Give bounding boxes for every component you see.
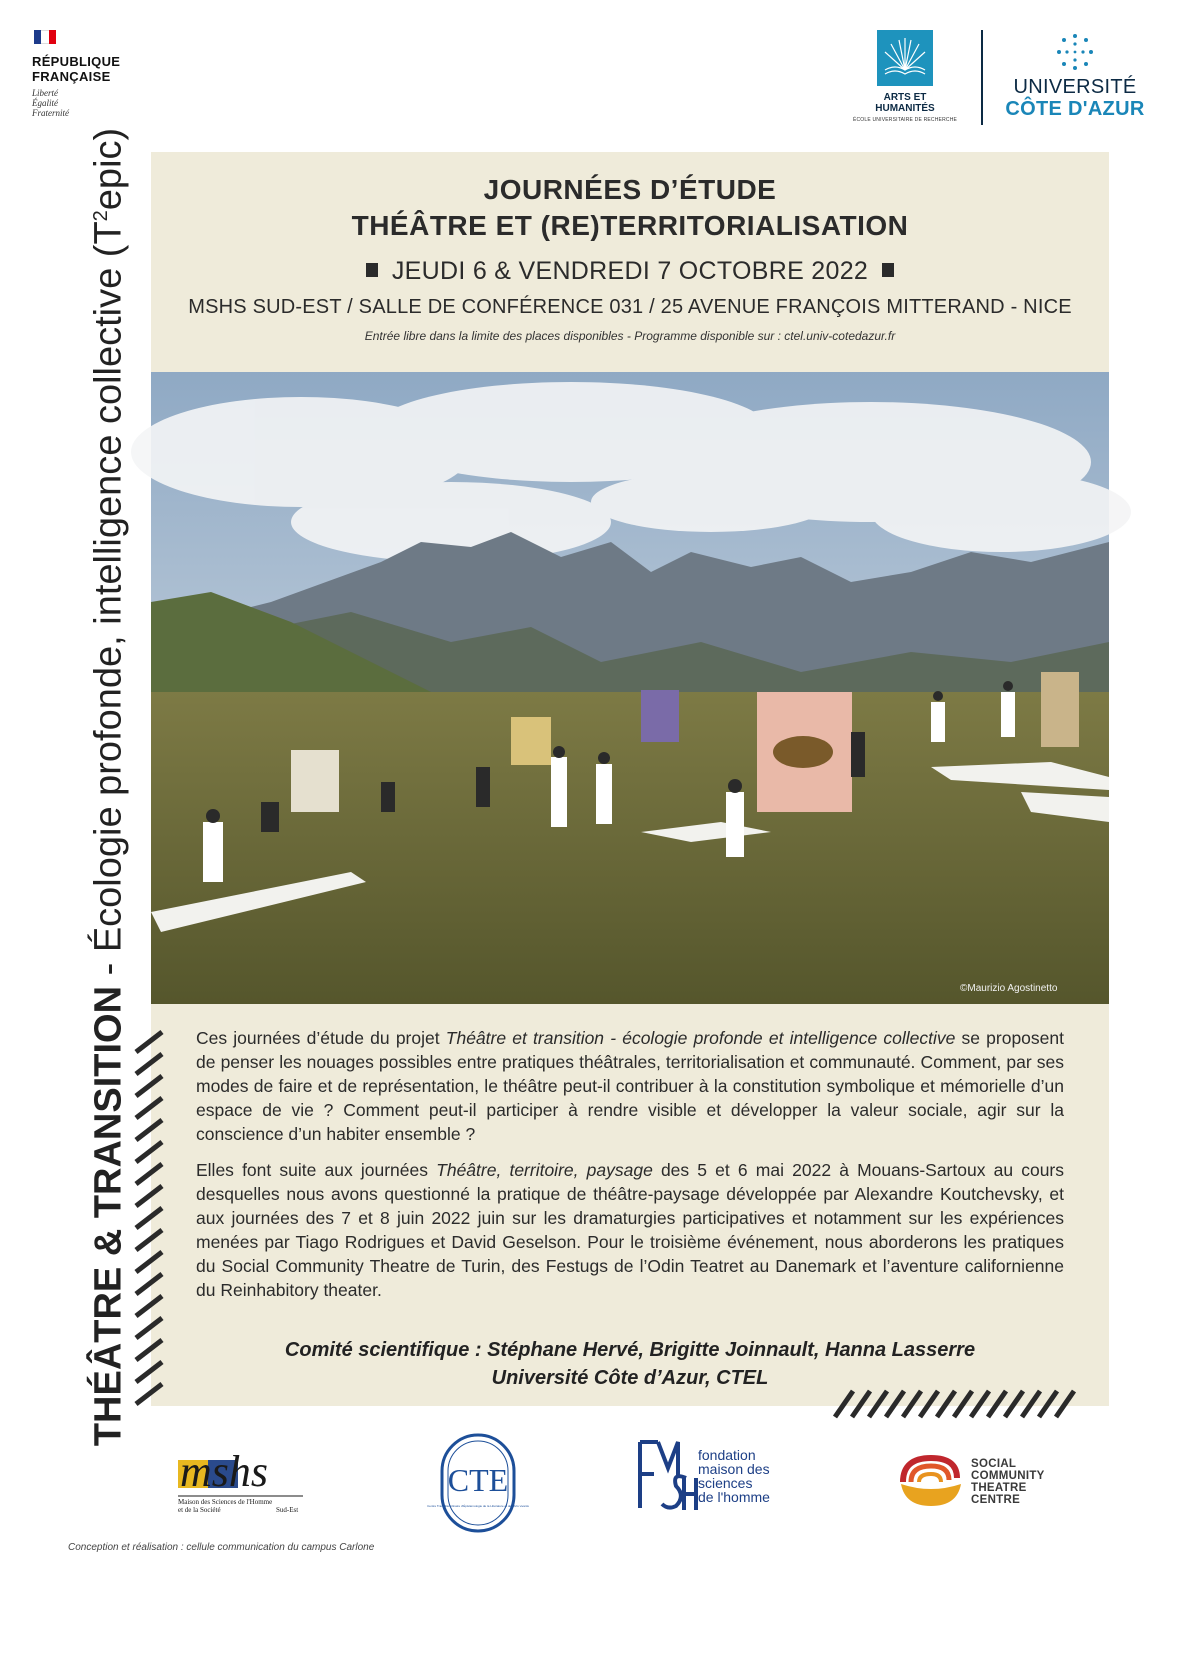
- committee-affiliation: Université Côte d’Azur, CTEL: [491, 1367, 769, 1389]
- sct-name: [971, 1458, 1045, 1506]
- description-paragraph-1: [196, 1026, 1064, 1146]
- social-community-theatre-logo: [897, 1450, 1077, 1510]
- logo-divider: [981, 30, 983, 125]
- mshs-sub1: Maison des Sciences de l'Homme: [178, 1498, 273, 1506]
- fmsh-line2: maison des: [698, 1461, 770, 1477]
- event-header: [151, 172, 1109, 344]
- motto-egalite: Égalité: [32, 98, 58, 108]
- fmsh-name: [698, 1448, 770, 1504]
- mshs-mark: mshs: [180, 1447, 269, 1496]
- arts-line3: ÉCOLE UNIVERSITAIRE DE RECHERCHE: [852, 117, 958, 123]
- mshs-logo: [178, 1440, 303, 1520]
- sct-line2: COMMUNITY: [971, 1470, 1045, 1482]
- ctel-ring: Centre Transdisciplinaire d'Épistémologie de la Littérature et des Arts vivants: [427, 1504, 529, 1508]
- vertical-title-end: epic): [87, 127, 130, 211]
- arts-line1: ARTS ET: [883, 92, 927, 103]
- fmsh-logo: [636, 1438, 796, 1514]
- description-text: [196, 1026, 1064, 1314]
- universite-cote-azur-logo: [995, 32, 1155, 120]
- event-title-line1: JOURNÉES D’ÉTUDE: [483, 174, 777, 205]
- p2-text-b: des 5 et 6 mai 2022 à Mouans-Sartoux au cours desquelles nous avons questionné la pratique de théâtre-paysage développée par Alexandre Koutchevsky, et aux journées des 7 et 8 juin 2022 juin sur les dramaturgies participatives et notamment sur les expériences menées par Tiago Rodrigues et David Geselson. Pour le troisième événement, nous aborderons les pratiques du Social Community Theatre de Turin, des Festugs de l’Odin Teatret au Danemark et l’aventure californienne du Reinhabitory theater.: [196, 1160, 1065, 1300]
- mshs-sub2: et de la Société: [178, 1506, 221, 1514]
- diagonal-stripes-right: [833, 1389, 1083, 1419]
- mshs-sub3: Sud-Est: [276, 1506, 299, 1514]
- p2-text-a: Elles font suite aux journées: [196, 1160, 437, 1180]
- book-rays-icon: [877, 30, 933, 86]
- republique-francaise-logo: [32, 30, 142, 118]
- p1-project-title: Théâtre et transition - écologie profonde et intelligence collective: [445, 1028, 956, 1048]
- sct-line4: CENTRE: [971, 1494, 1021, 1506]
- arts-humanites-logo: [845, 30, 965, 123]
- committee-members: Comité scientifique : Stéphane Hervé, Brigitte Joinnault, Hanna Lasserre: [284, 1339, 976, 1361]
- dots-circle-icon: [1055, 32, 1095, 72]
- fmsh-line3: sciences: [698, 1475, 753, 1491]
- uca-line2: CÔTE D'AZUR: [1005, 98, 1145, 120]
- vertical-title-sup: 2: [90, 210, 112, 222]
- rf-line2: FRANÇAISE: [32, 69, 111, 84]
- ctel-mark: CTE: [447, 1462, 509, 1498]
- event-date: [151, 254, 1109, 288]
- p1-text-b: se proposent de penser les nouages possibles entre pratiques théâtrales, territorialisation et communauté. Comment, par ses modes de faire et de représentation, le théâtre peut-il contribuer à la constitution symbolique et mémorielle d’un espace de vie ? Comment peut-il participer à rendre visible et développer la valeur sociale, agir sur la conscience d’un habiter ensemble ?: [196, 1028, 1064, 1144]
- french-flag-icon: [34, 30, 56, 44]
- motto-fraternite: Fraternité: [32, 108, 69, 118]
- scientific-committee: [151, 1336, 1109, 1392]
- fmsh-mark: FMSH: [636, 1438, 639, 1439]
- event-note: Entrée libre dans la limite des places disponibles - Programme disponible sur : ctel.univ-cotedazur.fr: [364, 329, 896, 343]
- event-location: MSHS SUD-EST / SALLE DE CONFÉRENCE 031 / 25 AVENUE FRANÇOIS MITTERAND - NICE: [188, 296, 1072, 318]
- vertical-title-bold: THÉÂTRE & TRANSITION: [87, 985, 130, 1447]
- square-bullet-icon: [366, 263, 378, 277]
- event-date-text: JEUDI 6 & VENDREDI 7 OCTOBRE 2022: [391, 257, 869, 285]
- fmsh-line4: de l'homme: [698, 1489, 770, 1505]
- uca-line1: UNIVERSITÉ: [1013, 76, 1137, 98]
- vertical-title-rest: - Écologie profonde, intelligence collective (T: [87, 221, 130, 986]
- event-title-line2: THÉÂTRE ET (RE)TERRITORIALISATION: [351, 210, 909, 241]
- ctel-logo: [427, 1433, 529, 1533]
- spiral-icon: [897, 1450, 967, 1510]
- vertical-project-title: [76, 112, 130, 1462]
- p1-text-a: Ces journées d’étude du projet: [196, 1028, 446, 1048]
- p2-event-title: Théâtre, territoire, paysage: [436, 1160, 653, 1180]
- square-bullet-icon: [882, 263, 894, 277]
- sct-line1: SOCIAL: [971, 1458, 1017, 1470]
- photo-credit: ©Maurizio Agostinetto: [960, 983, 1058, 994]
- sct-line3: THEATRE: [971, 1482, 1027, 1494]
- fmsh-line1: fondation: [698, 1447, 756, 1463]
- rf-line1: RÉPUBLIQUE: [32, 54, 121, 69]
- event-photo: [151, 372, 1109, 1004]
- arts-line2: HUMANITÉS: [875, 103, 935, 114]
- footer-credit: Conception et réalisation : cellule communication du campus Carlone: [68, 1542, 375, 1553]
- description-paragraph-2: [196, 1158, 1064, 1302]
- motto-liberte: Liberté: [32, 88, 58, 98]
